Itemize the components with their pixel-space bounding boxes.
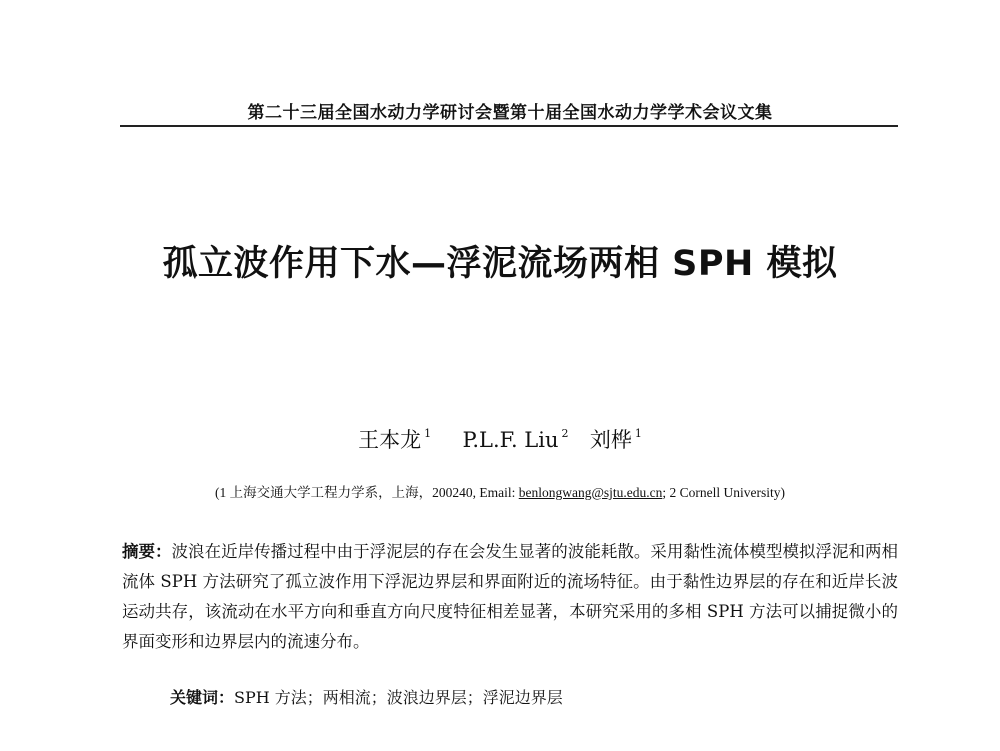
author-line [200,424,800,454]
author-name: P.L.F. Liu [462,428,559,452]
keywords-label: 关键词 [170,688,219,707]
author-affiliation-mark: 1 [634,427,642,440]
affiliation-line [100,481,900,501]
author-name: 王本龙 [358,428,422,452]
author-email-link[interactable]: benlongwang@sjtu.edu.cn [518,485,663,500]
abstract-label-colon: ： [155,542,172,561]
keywords-text: SPH 方法；两相流；波浪边界层；浮泥边界层 [234,688,563,707]
abstract-label: 摘要 [122,542,156,561]
author-name: 刘桦 [589,428,632,452]
affiliation-prefix: (1 上海交通大学工程力学系，上海，200240, Email: [214,485,519,500]
keywords-line [170,685,870,708]
header-divider [120,125,898,127]
keywords-label-colon: ： [218,688,235,707]
author-affiliation-mark: 2 [561,427,569,440]
abstract-paragraph [122,537,898,657]
affiliation-suffix: ; 2 Cornell University) [662,485,785,500]
author-affiliation-mark: 1 [424,427,432,440]
proceedings-header: 第二十三届全国水动力学研讨会暨第十届全国水动力学学术会议文集 [247,103,773,123]
abstract-text: 波浪在近岸传播过程中由于浮泥层的存在会发生显著的波能耗散。采用黏性流体模型模拟浮泥和两相流体 SPH 方法研究了孤立波作用下浮泥边界层和界面附近的流场特征。由于黏性边界层的存在和近岸长波运动共存，该流动在水平方向和垂直方向尺度特征相差显著，本研究采用的多相 SPH 方法可以捕捉微小的界面变形和边界层内的流速分布。 [122,542,899,651]
paper-title: 孤立波作用下水—浮泥流场两相 SPH 模拟 [162,244,838,284]
